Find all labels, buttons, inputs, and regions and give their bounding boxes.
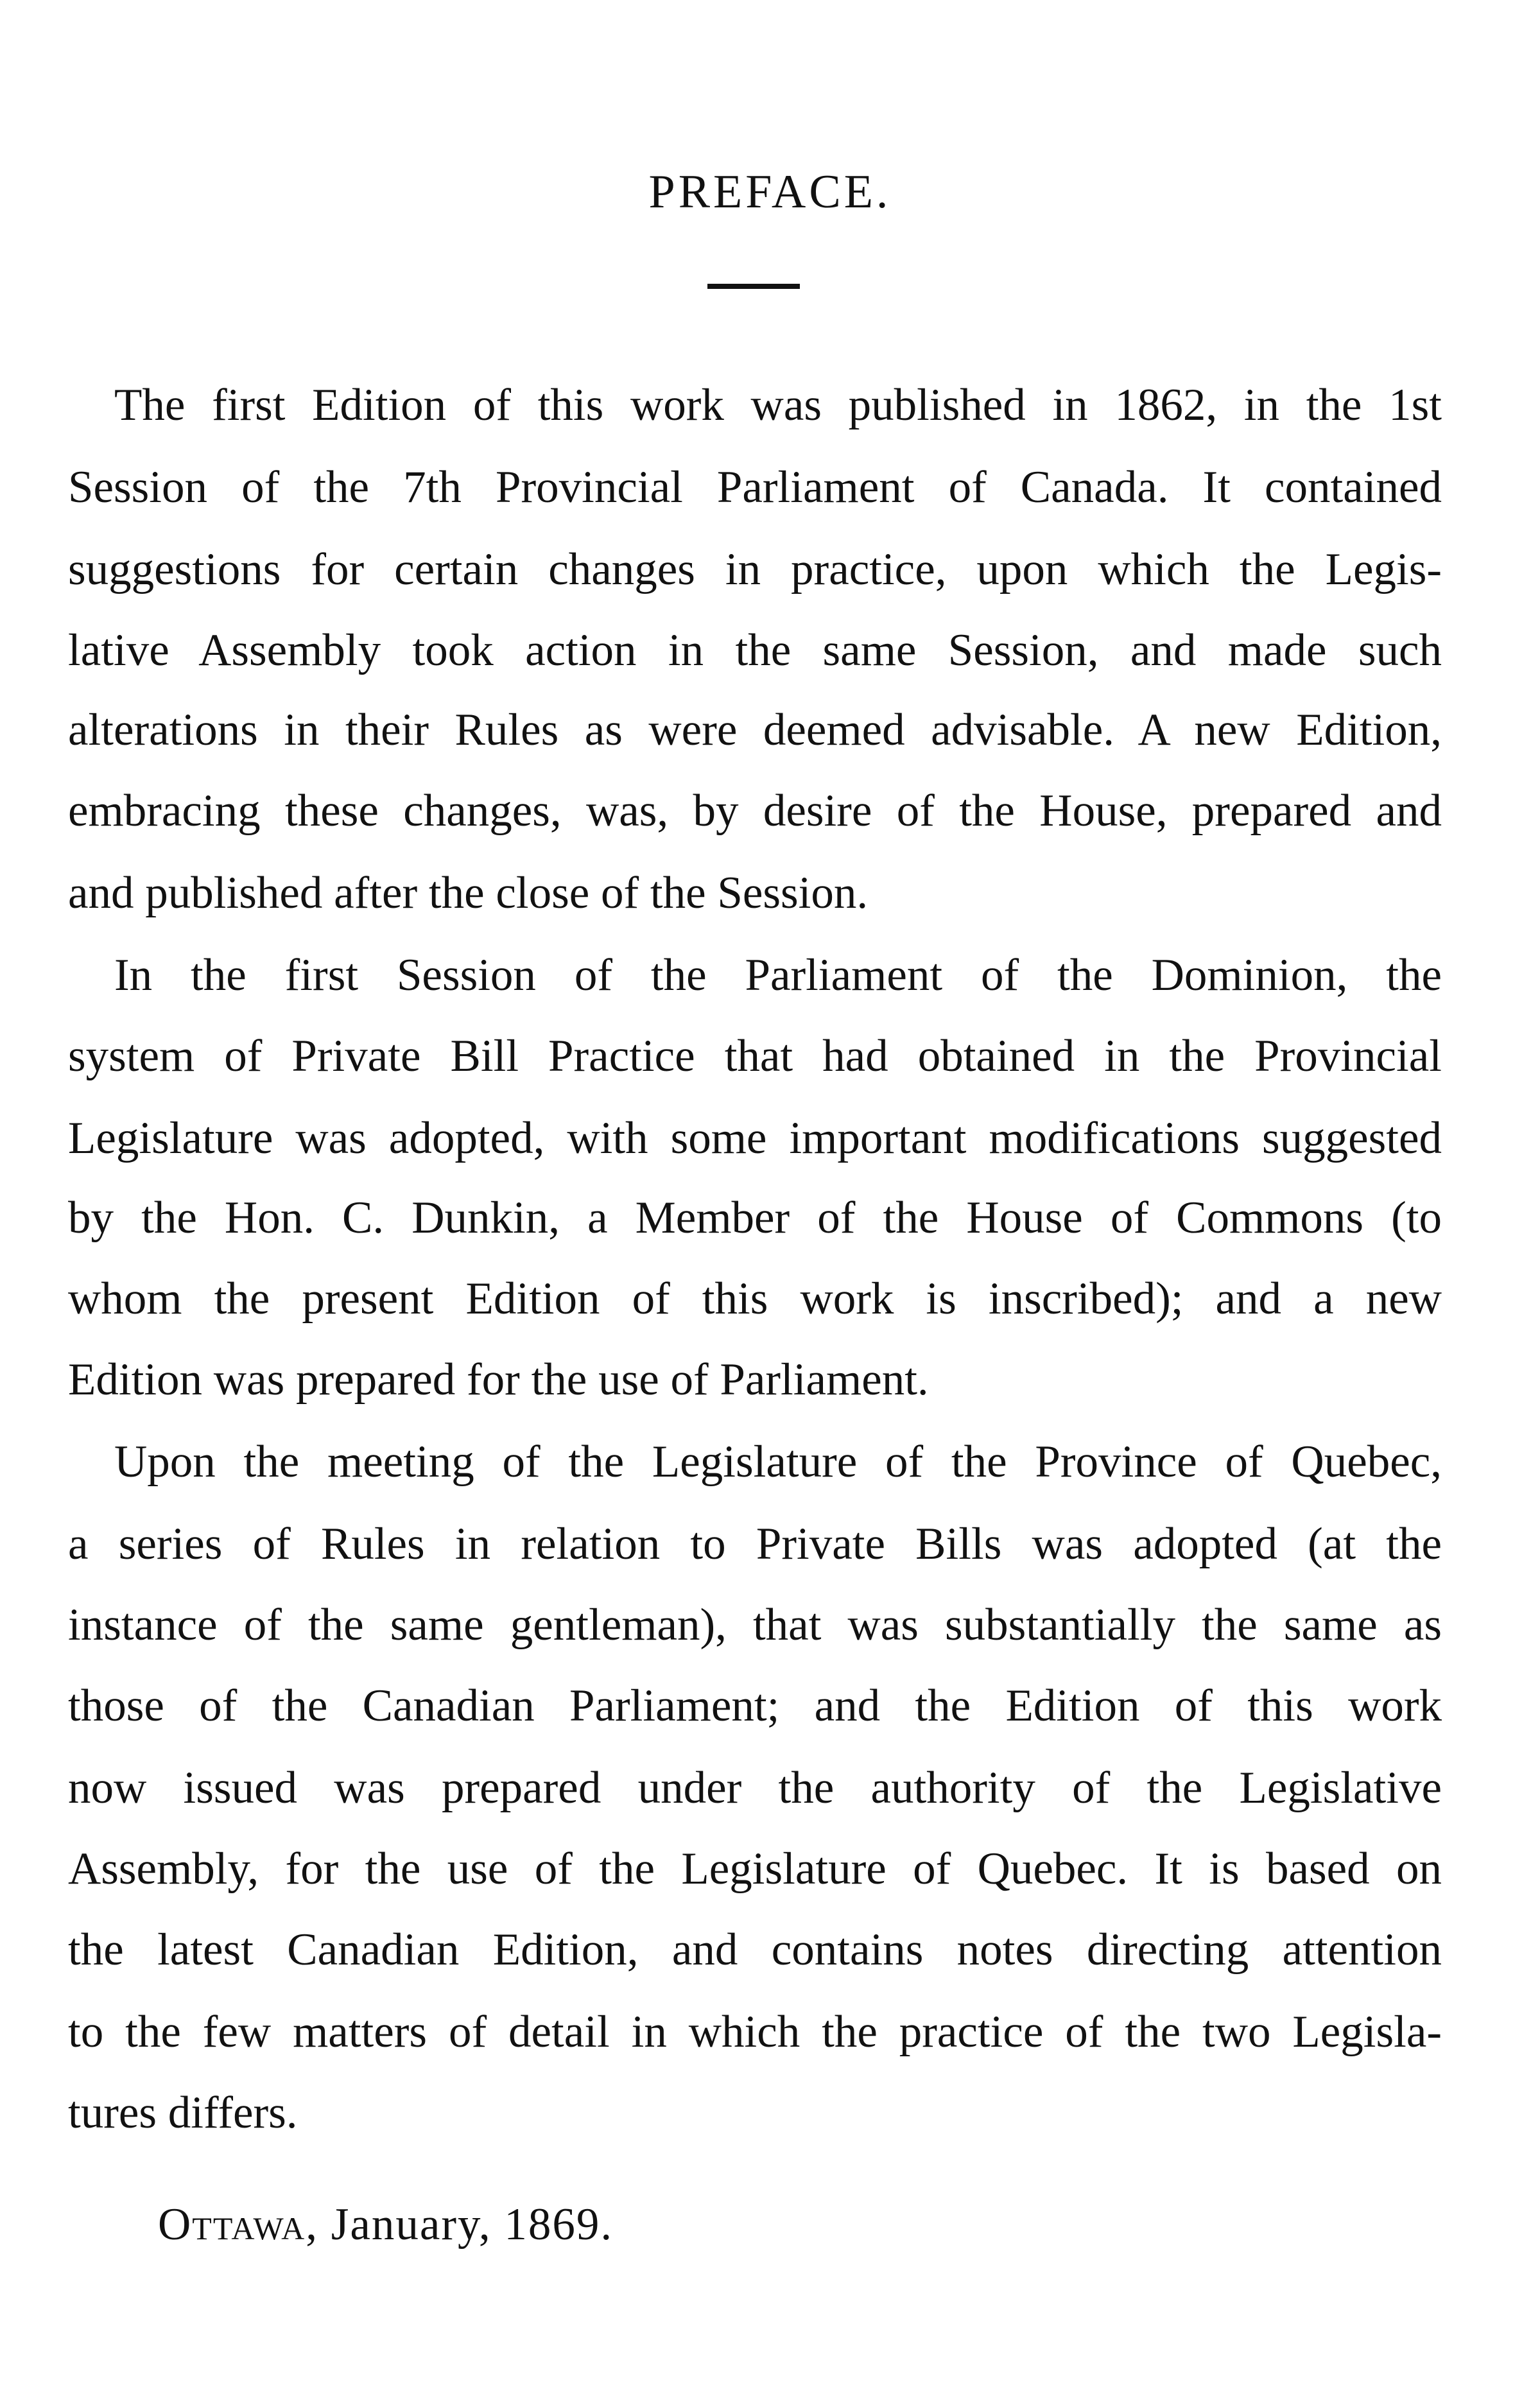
signature-date: January, 1869. [331,2199,614,2250]
text-line: by the Hon. C. Dunkin, a Member of the House of Commons (to [68,1193,1442,1243]
text-line: a series of Rules in relation to Private Bills was adopted (at the [68,1519,1442,1569]
text-line: lative Assembly took action in the same Session, and made such [68,625,1442,675]
text-line: Legislature was adopted, with some important modifications suggested [68,1113,1442,1163]
text-line: embracing these changes, was, by desire of the House, prepared and [68,786,1442,836]
text-line: system of Private Bill Practice that had obtained in the Provincial [68,1031,1442,1081]
text-line: In the first Session of the Parliament of the Dominion, the [114,950,1442,1000]
signature-place: Ottawa, [158,2199,318,2250]
text-line: tures differs. [68,2088,298,2138]
text-line: suggestions for certain changes in practice, upon which the Legis- [68,544,1442,594]
text-line: whom the present Edition of this work is inscribed); and a new [68,1274,1442,1324]
text-line: Session of the 7th Provincial Parliament of Canada. It contained [68,462,1442,512]
text-line: instance of the same gentleman), that was substantially the same as [68,1600,1442,1650]
text-line: those of the Canadian Parliament; and the Edition of this work [68,1681,1442,1731]
text-line: Assembly, for the use of the Legislature of Quebec. It is based on [68,1844,1442,1894]
text-line: alterations in their Rules as were deemed advisable. A new Edition, [68,705,1442,755]
page-title: PREFACE. [648,166,892,218]
text-line: now issued was prepared under the authority of the Legislative [68,1763,1442,1813]
text-line: the latest Canadian Edition, and contains notes directing attention [68,1925,1442,1975]
text-line: Upon the meeting of the Legislature of the Province of Quebec, [114,1437,1442,1487]
signature-line [158,2199,614,2250]
text-line: to the few matters of detail in which the practice of the two Legisla- [68,2007,1442,2057]
title-rule [707,284,800,289]
text-line: Edition was prepared for the use of Parliament. [68,1355,929,1405]
text-line: The first Edition of this work was published in 1862, in the 1st [114,380,1442,430]
text-line: and published after the close of the Session. [68,868,869,918]
